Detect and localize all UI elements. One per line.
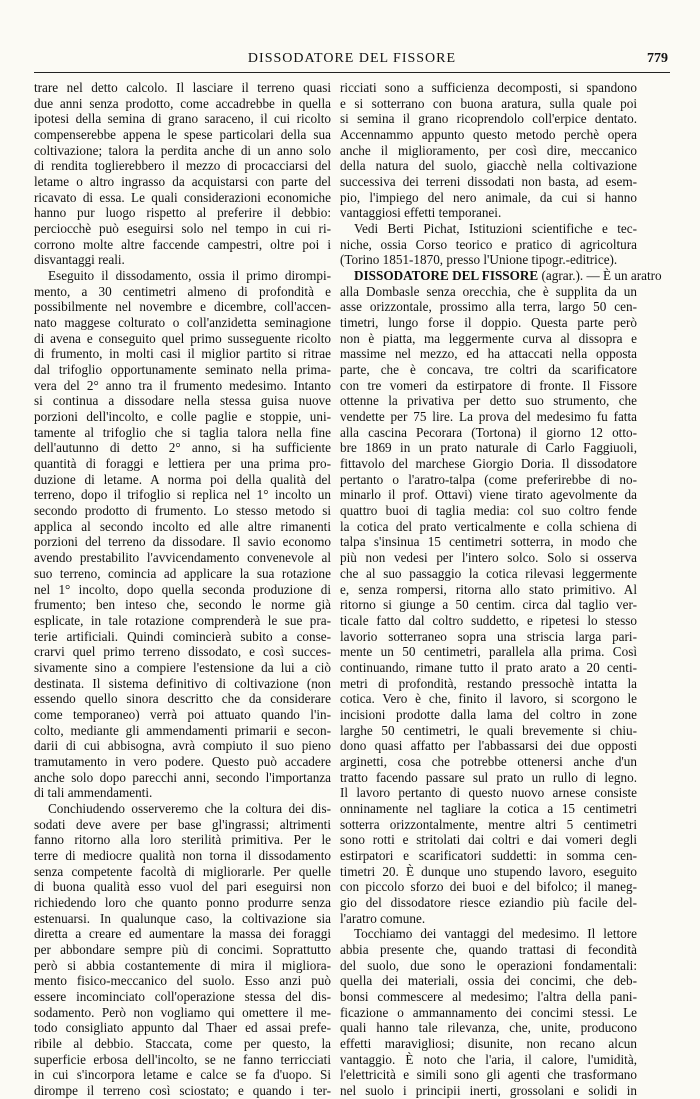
text-line: minarlo il prof. Ottavi) viene tirato agevolmente da — [340, 487, 637, 503]
text-line: todo consigliato appunto dal Thaer ed assai prefe- — [34, 1020, 331, 1036]
text-line: disvantaggi reali. — [34, 252, 125, 268]
text-line: mente un 50 centimetri, parallela alla prima. Così — [340, 644, 637, 660]
text-line: Vedi Berti Pichat, Istituzioni scientifiche e tec- — [354, 221, 637, 237]
text-line: essere incominciato coll'operazione stessa del dis- — [34, 988, 331, 1004]
text-line: arginetti, cosa che potrebbe ottenersi anche d'un — [340, 753, 637, 769]
text-line: di rendita toglierebbero il mezzo di procacciarsi del — [34, 158, 331, 174]
text-line: terreno, dopo il trifoglio si replica nel 1° incolto un — [34, 487, 331, 503]
text-line: suo terreno, comincia ad applicare la sua rotazione — [34, 565, 331, 581]
text-line: dal trifoglio opportunamente seminato nella prima- — [34, 362, 331, 378]
text-line: bre 1869 in un prato naturale di Carlo Faggiuoli, — [340, 440, 637, 456]
text-line: bonsi commescere al medesimo; l'altra della pani- — [340, 988, 637, 1004]
text-line: DISSODATORE DEL FISSORE (agrar.). — È un aratro — [354, 268, 662, 284]
text-line: anche solo dopo parecchi anni, secondo l'importanza — [34, 769, 331, 785]
text-line: dono quasi affatto per l'abbassarsi dei due opposti — [340, 738, 637, 754]
text-line: alla cascina Pecorara (Tortona) il giorno 12 otto- — [340, 424, 637, 440]
text-line: Il lavoro pertanto di questo nuovo arnese consiste — [340, 785, 637, 801]
text-line: dirompe il terreno così sciostato; e quando i ter- — [34, 1083, 331, 1098]
text-line: senza competente facoltà di migliorarle. Per quelle — [34, 863, 331, 879]
text-line: l'aratro comune. — [340, 910, 426, 926]
text-line: ricciati sono a sufficienza decomposti, si spandono — [340, 80, 637, 95]
text-line: pio, l'impiego del nero animale, da cui si hanno — [340, 189, 637, 205]
text-line: sono rotti e stritolati dai coltri e dai vomeri degli — [340, 832, 637, 848]
text-line: massime nel mezzo, ed ha attaccati nella opposta — [340, 346, 637, 362]
text-line: lavorio sotterraneo sopra una striscia larga pari- — [340, 628, 637, 644]
text-line: porzioni del terreno da dissodare. Il savio economo — [34, 534, 331, 550]
text-line: terre di mediocre qualità non torna il dissodamento — [34, 847, 331, 863]
text-line: quali hanno tale rilevanza, che, unite, producono — [340, 1020, 637, 1036]
text-line: crarvi quel primo terreno dissodato, e così succes- — [34, 644, 331, 660]
text-line: ipotesi della semina di grano saraceno, il cui ricolto — [34, 111, 331, 127]
text-line: quattro buoi di taglia media: col suo coltro fende — [340, 503, 637, 519]
text-line: Accennammo appunto questo metodo perchè opera — [340, 127, 637, 143]
text-line: con tre vomeri da estirpatore di fronte. Il Fissore — [340, 377, 637, 393]
text-line: ticale fatto dal coltro suddetto, e ripetesi lo stesso — [340, 612, 637, 628]
text-line: darii di cui abbisogna, avrà compiuto il suo pieno — [34, 738, 331, 754]
text-line: porzioni dell'incolto, e colle paglie e stoppie, uni- — [34, 409, 331, 425]
text-line: continuando, rimane tutto il prato arato a 20 centi- — [340, 659, 637, 675]
text-line: parte, che è concava, tre coltri da scarificatore — [340, 362, 637, 378]
text-line: vantaggiosi effetti temporanei. — [340, 205, 502, 221]
entry-headword: DISSODATORE DEL FISSORE — [354, 268, 539, 284]
text-line: asse orizzontale, prossimo alla terra, largo 50 cen- — [340, 299, 637, 315]
text-line: pertanto o l'aratro-talpa (come preferirebbe di no- — [340, 471, 637, 487]
text-line: avendo prestabilito l'avvicendamento convenevole al — [34, 550, 331, 566]
text-line: essendo quello sinora descritto che da considerare — [34, 691, 331, 707]
running-header — [34, 46, 670, 73]
text-line: larghe 50 centimetri, le quali brevemente si chiu- — [340, 722, 637, 738]
text-line: nel 1° incolto, dopo quella seconda produzione di — [34, 581, 331, 597]
text-line: in cui s'incorpora letame e calce se fa d'uopo. Si — [34, 1067, 331, 1083]
text-line: non è piatta, ma leggermente curva al dissopra e — [340, 330, 637, 346]
text-line: abbia presente che, quando trattasi di fecondità — [340, 941, 637, 957]
text-line: dell'autunno di detto 2° anno, si ha sufficiente — [34, 440, 331, 456]
text-line: di frumento, in molti casi il miglior partito si ritrae — [34, 346, 331, 362]
text-line: più non vedesi per l'intero solco. Solo si osserva — [340, 550, 637, 566]
text-line: ritorno si giunge a 50 centim. circa dal taglio ver- — [340, 597, 637, 613]
text-line: metri di profondità, restando pressochè intatta la — [340, 675, 637, 691]
text-line: duzione di letame. A norma poi della qualità del — [34, 471, 331, 487]
text-line: quantità di foraggi e lettiera per una prima pro- — [34, 456, 331, 472]
text-line: come temporaneo) verrà poi attuato quando l'in- — [34, 706, 331, 722]
text-line: sotterra orizzontalmente, mentre altri 5 centimetri — [340, 816, 637, 832]
text-line: la cotica del prato verticalmente e colla schiena di — [340, 518, 637, 534]
text-line: tramutamento in vero podere. Questo può accadere — [34, 753, 331, 769]
text-line: sodamento. Però non vogliamo qui omettere il me- — [34, 1004, 331, 1020]
text-line: incisioni prodotte dalla lama del coltro in zone — [340, 706, 637, 722]
text-line: però si abbia costantemente di mira il migliora- — [34, 957, 331, 973]
text-line: fittavolo del marchese Giorgio Doria. Il dissodatore — [340, 456, 637, 472]
text-line: letame o altro ingrasso da acquistarsi con parte del — [34, 174, 331, 190]
text-line: del suolo, due sono le operazioni fondamentali: — [340, 957, 637, 973]
text-line: talpa s'insinua 15 centimetri sotterra, in modo che — [340, 534, 637, 550]
text-line: diretta a creare ed aumentare la massa dei foraggi — [34, 926, 331, 942]
text-line: gio del dissodatore riesce eziandio più facile del- — [340, 894, 637, 910]
text-column-right — [340, 80, 662, 1099]
text-line: ficazione o ammannamento dei concimi stessi. Le — [340, 1004, 637, 1020]
text-line: che al suo passaggio la cotica rilevasi leggermente — [340, 565, 637, 581]
text-line: di tali ammendamenti. — [34, 785, 153, 801]
text-line: trare nel detto calcolo. Il lasciare il terreno quasi — [34, 80, 331, 95]
running-title: DISSODATORE DEL FISSORE — [247, 51, 457, 66]
text-line: effetti maravigliosi; disunite, non recano alcun — [340, 1035, 637, 1051]
text-line: alla Dombasle senza orecchia, che è supplita da un — [340, 283, 637, 299]
text-line: superficie erbosa dell'incolto, se ne fanno terricciati — [34, 1051, 331, 1067]
text-line: si semina il grano ricoprendolo coll'erpice dentato. — [340, 111, 637, 127]
text-line: per abbondare sempre più di concimi. Soprattutto — [34, 941, 331, 957]
text-line: timetri, lungo forse il doppio. Questa parte però — [340, 315, 637, 331]
text-line: e, senza rompersi, ritorna allo stato primitivo. Al — [340, 581, 637, 597]
text-line: estenuarsi. In qualunque caso, la coltivazione sia — [34, 910, 331, 926]
text-line: di avena e conseguito quel primo susseguente ricolto — [34, 330, 331, 346]
text-line: onninamente nel tagliare la cotica a 15 centimetri — [340, 800, 637, 816]
text-line: possibilmente nel novembre e dicembre, coll'accen- — [34, 299, 331, 315]
text-line: ricavato di essa. Le quali considerazioni economiche — [34, 189, 331, 205]
text-line: anche il miglioramento, per così dire, meccanico — [340, 142, 637, 158]
text-line: compenserebbe appena le spese particolari della sua — [34, 127, 331, 143]
text-line: nato maggese colturato o coll'anzidetta seminagione — [34, 315, 331, 331]
text-line: vantaggio. È noto che l'aria, il calore, l'umidità, — [340, 1051, 637, 1067]
text-line: si continua a dissodare nella stessa guisa nuove — [34, 393, 331, 409]
text-line: quella dei materiali, ossia dei concimi, che deb- — [340, 973, 637, 989]
text-line: mento fisico-meccanico del suolo. Esso anzi può — [34, 973, 331, 989]
text-line: terie artificiali. Quindi comincierà subito a conse- — [34, 628, 331, 644]
text-line: frumento; ben inteso che, secondo le norme già — [34, 597, 331, 613]
text-line: niche, ossia Corso teorico e pratico di agricoltura — [340, 236, 637, 252]
text-line: (Torino 1851-1870, presso l'Unione tipogr.-editrice). — [340, 252, 618, 268]
text-line: di buona qualità esso vuol del pari eseguirsi non — [34, 879, 331, 895]
text-line: mento, a 30 centimetri almeno di profondità e — [34, 283, 331, 299]
text-line: l'elettricità e simili sono gli agenti che trasformano — [340, 1067, 637, 1083]
text-line: sivamente sino a compiere l'estensione da lui a ciò — [34, 659, 331, 675]
text-line: e si sotterrano con buona aratura, sulla quale poi — [340, 95, 637, 111]
text-line: due anni senza prodotto, come accadrebbe in quella — [34, 95, 331, 111]
text-line: hanno pur luogo rispetto al preferire il debbio: — [34, 205, 331, 221]
page-number: 779 — [647, 51, 668, 66]
text-line: tratto facendo passare sul prato un rullo di legno. — [340, 769, 637, 785]
text-line: fanno ritorno alla loro sterilità primitiva. Per le — [34, 832, 331, 848]
text-line: cotica. Vero è che, finito il lavoro, si scorgono le — [340, 691, 637, 707]
text-line: estirpatori e scarificatori suddetti: in somma cen- — [340, 847, 637, 863]
text-line: applica al secondo incolto ed alle altre rimanenti — [34, 518, 331, 534]
text-line: con piccolo sforzo dei buoi e del bifolco; il maneg- — [340, 879, 637, 895]
text-column-left — [34, 80, 331, 1099]
text-line: destinata. Il sistema definitivo di coltivazione (non — [34, 675, 331, 691]
text-line: colto, mediante gli ammendamenti primarii e secon- — [34, 722, 331, 738]
text-line: esplicate, in tale rotazione comprenderà le sue pra- — [34, 612, 331, 628]
text-line: vendette per 75 lire. La prova del medesimo fu fatta — [340, 409, 637, 425]
text-line: Tocchiamo dei vantaggi del medesimo. Il lettore — [354, 926, 637, 942]
text-line: della natura del suolo, giacchè nella coltivazione — [340, 158, 637, 174]
text-line: ribile al debbio. Staccata, come per questo, la — [34, 1035, 331, 1051]
text-line: tamente al trifoglio che si taglia talora nella fine — [34, 424, 331, 440]
text-line: successiva dei terreni dissodati non basta, ad esem- — [340, 174, 637, 190]
text-line: vera del 2° anno tra il frumento medesimo. Intanto — [34, 377, 331, 393]
text-line: nel suolo i principii inerti, grossolani e solidi in — [340, 1083, 637, 1098]
text-line: richiedendo loro che quanto ponno produrre senza — [34, 894, 331, 910]
text-line: ottenne la privativa per detto suo strumento, che — [340, 393, 637, 409]
text-line: secondo prodotto di frumento. Lo stesso metodo si — [34, 503, 331, 519]
text-line: perciocchè può eseguirsi solo nel tempo in cui ri- — [34, 221, 331, 237]
text-line: Eseguito il dissodamento, ossia il primo dirompi- — [48, 268, 331, 284]
text-line: timetri 20. È dunque uno stupendo lavoro, eseguito — [340, 863, 637, 879]
text-line: corrono molte altre faccende campestri, oltre poi i — [34, 236, 331, 252]
text-line: sodati deve avere per base gl'ingrassi; altrimenti — [34, 816, 331, 832]
text-line: Conchiudendo osserveremo che la coltura dei dis- — [48, 800, 331, 816]
text-line: coltivazione; talora la perdita anche di un anno solo — [34, 142, 331, 158]
